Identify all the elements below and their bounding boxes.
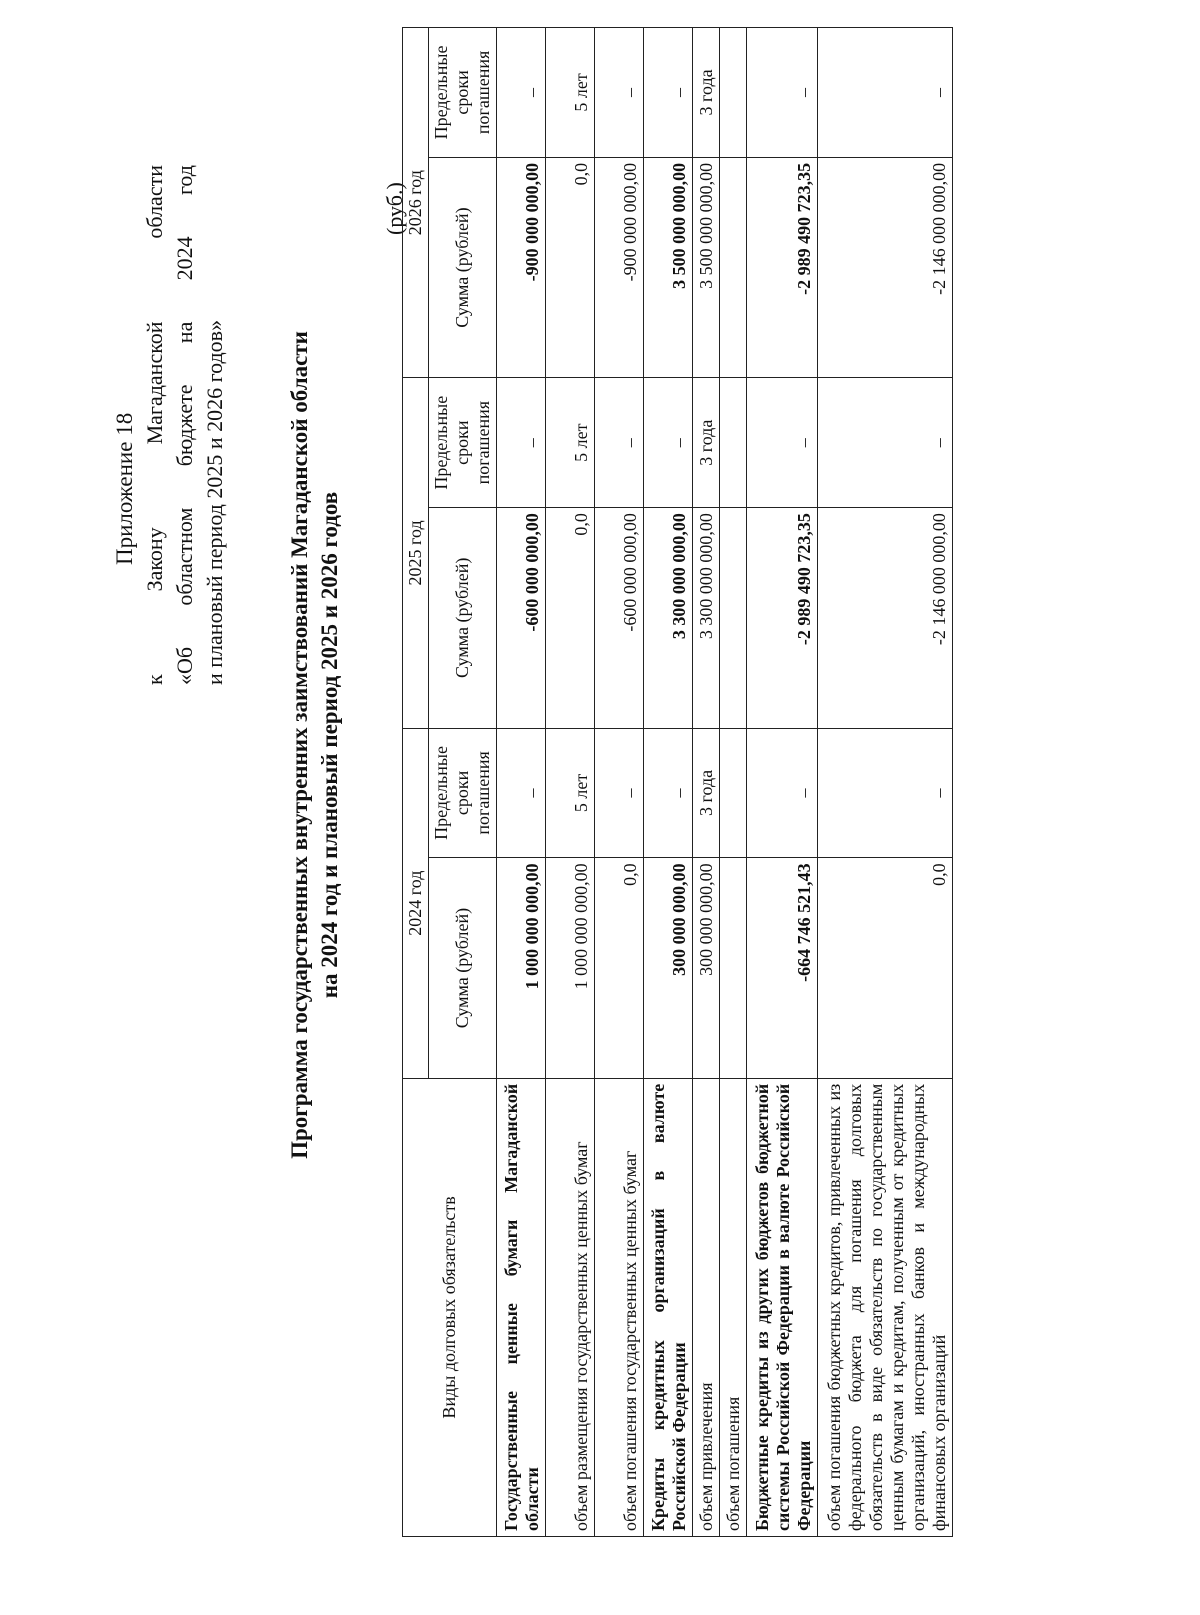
sum-2024: 1 000 000 000,00 [497, 858, 546, 1078]
appendix-word: области [142, 165, 167, 239]
term-2026: – [595, 28, 644, 158]
term-2026: – [818, 28, 953, 158]
term-2024: – [595, 728, 644, 858]
sum-2025: 0,0 [546, 508, 595, 728]
sum-2025: -2 989 490 723,35 [747, 508, 818, 728]
row-kind: Бюджетные кредиты из других бюджетов бюджетной системы Российской Федерации в валюте Российской Федерации [747, 1078, 818, 1536]
sum-2024: 1 000 000 000,00 [546, 858, 595, 1078]
header-year-2024: 2024 год [403, 728, 429, 1078]
sum-2026: 3 500 000 000,00 [693, 157, 720, 377]
term-2026: 3 года [693, 28, 720, 158]
term-2026: – [497, 28, 546, 158]
table-row [644, 28, 693, 1537]
sum-2026: 3 500 000 000,00 [644, 157, 693, 377]
sum-2025: -600 000 000,00 [497, 508, 546, 728]
term-2025: – [747, 378, 818, 508]
header-term-2025: Предельные сроки погашения [429, 378, 497, 508]
sum-2024: 0,0 [595, 858, 644, 1078]
sum-2026: -900 000 000,00 [595, 157, 644, 377]
appendix-word: к [142, 674, 167, 685]
title-line-1: Программа государственных внутренних заимствований Магаданской области [287, 331, 312, 1159]
header-sum-2024: Сумма (рублей) [429, 858, 497, 1078]
term-2025: – [497, 378, 546, 508]
sum-2024: 300 000 000,00 [693, 858, 720, 1078]
title-line-2: на 2024 год и плановый период 2025 и 2026 годов [317, 491, 342, 999]
sum-2025: -600 000 000,00 [595, 508, 644, 728]
row-kind: объем погашения государственных ценных бумаг [595, 1078, 644, 1536]
table-row [497, 28, 546, 1537]
sum-2025: -2 146 000 000,00 [818, 508, 953, 728]
table-row [720, 28, 747, 1537]
table-row [595, 28, 644, 1537]
unit-label: (руб.) [382, 182, 407, 235]
term-2024: – [497, 728, 546, 858]
table-row [546, 28, 595, 1537]
header-year-2026: 2026 год [403, 28, 429, 378]
appendix-line-3: и плановый период 2025 и 2026 годов» [202, 319, 227, 685]
term-2024 [720, 728, 747, 858]
header-sum-2026: Сумма (рублей) [429, 157, 497, 377]
term-2025: 5 лет [546, 378, 595, 508]
appendix-number: Приложение 18 [112, 412, 137, 565]
row-kind: объем погашения [720, 1078, 747, 1536]
row-kind: объем погашения бюджетных кредитов, привлеченных из федерального бюджета для погашения долговых обязательств в виде обязательств по государственным ценным бумагам и кредитам, полученным от кредитных организаций, иностранных банков и международных финансовых организаций [818, 1078, 953, 1536]
term-2025 [720, 378, 747, 508]
header-term-2024: Предельные сроки погашения [429, 728, 497, 858]
term-2024: 5 лет [546, 728, 595, 858]
sum-2026: -2 146 000 000,00 [818, 157, 953, 377]
appendix-word: Закону [142, 527, 167, 592]
row-kind: объем привлечения [693, 1078, 720, 1536]
term-2024: 3 года [693, 728, 720, 858]
term-2024: – [644, 728, 693, 858]
sum-2025 [720, 508, 747, 728]
term-2025: – [595, 378, 644, 508]
sum-2024: 300 000 000,00 [644, 858, 693, 1078]
appendix-header [110, 165, 230, 685]
sum-2026: -900 000 000,00 [497, 157, 546, 377]
sum-2026: 0,0 [546, 157, 595, 377]
appendix-line-2: «Об областном бюджете на 2024 год [172, 165, 197, 685]
sum-2025: 3 300 000 000,00 [644, 508, 693, 728]
term-2025: – [644, 378, 693, 508]
row-kind: Государственные ценные бумаги Магаданской области [497, 1078, 546, 1536]
sum-2024: -664 746 521,43 [747, 858, 818, 1078]
sum-2024 [720, 858, 747, 1078]
appendix-line-1 [140, 165, 170, 685]
sum-2026 [720, 157, 747, 377]
sum-2025: 3 300 000 000,00 [693, 508, 720, 728]
term-2024: – [818, 728, 953, 858]
table-row [693, 28, 720, 1537]
row-kind: Кредиты кредитных организаций в валюте Российской Федерации [644, 1078, 693, 1536]
header-kind: Виды долговых обязательств [403, 1078, 497, 1536]
table-row [747, 28, 818, 1537]
term-2025: – [818, 378, 953, 508]
term-2026: 5 лет [546, 28, 595, 158]
document-title [285, 115, 345, 1375]
term-2024: – [747, 728, 818, 858]
appendix-word: Магаданской [142, 321, 167, 445]
term-2026 [720, 28, 747, 158]
borrowing-program-table [402, 27, 953, 1537]
header-year-2025: 2025 год [403, 378, 429, 728]
term-2026: – [747, 28, 818, 158]
table-row [818, 28, 953, 1537]
header-term-2026: Предельные сроки погашения [429, 28, 497, 158]
row-kind: объем размещения государственных ценных бумаг [546, 1078, 595, 1536]
term-2026: – [644, 28, 693, 158]
sum-2024: 0,0 [818, 858, 953, 1078]
term-2025: 3 года [693, 378, 720, 508]
header-sum-2025: Сумма (рублей) [429, 508, 497, 728]
sum-2026: -2 989 490 723,35 [747, 157, 818, 377]
